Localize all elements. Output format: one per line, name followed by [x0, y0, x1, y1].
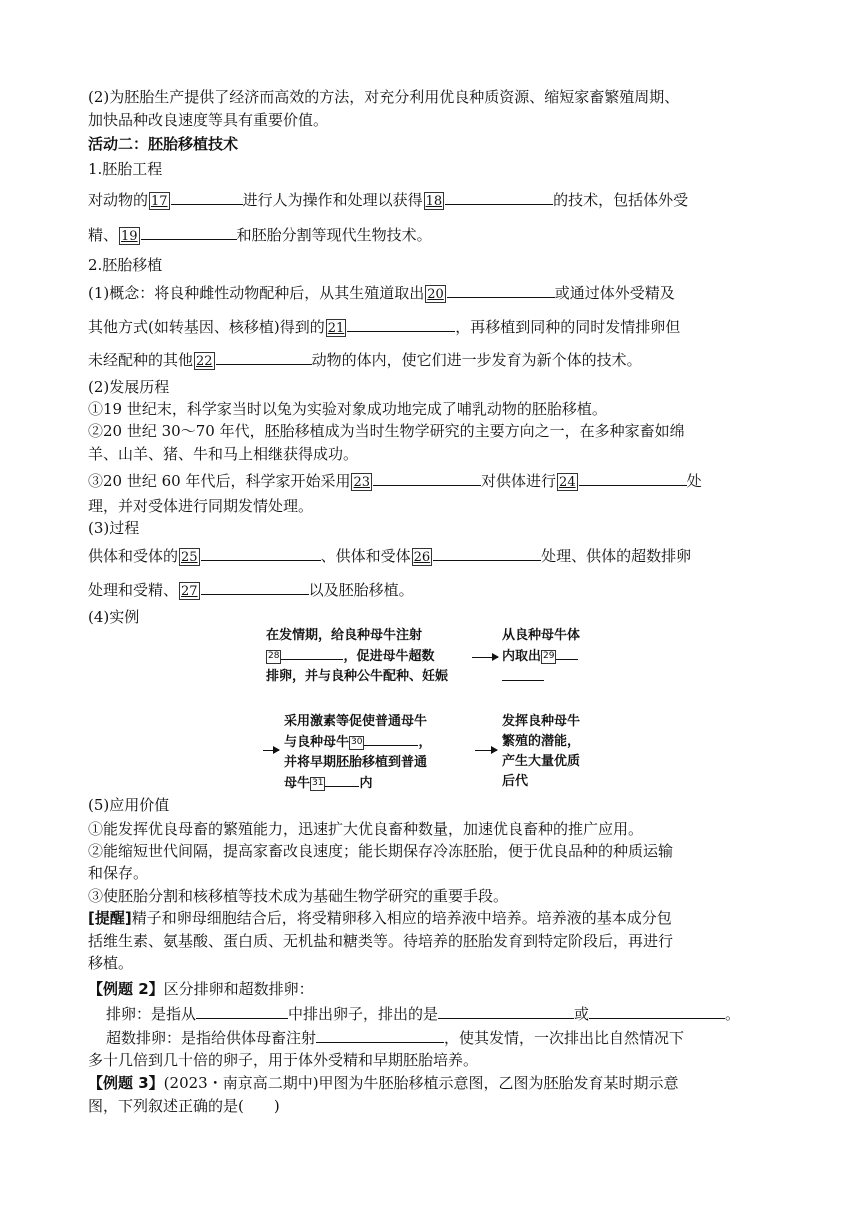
fill-blank[interactable]: [364, 732, 418, 746]
text-line: 图，下列叙述正确的是( ): [88, 1097, 280, 1115]
blank-number: 27: [181, 584, 198, 599]
flow-box-1: 在发情期，给良种母牛注射 28 ，促进母牛超数 排卵，并与良种公牛配种、妊娠: [266, 628, 449, 684]
flow-box-3: 采用激素等促使普通母牛 与良种母牛 30 ， 并将早期胚胎移植到普通 母牛 31 内: [284, 714, 432, 791]
fill-blank[interactable]: [216, 348, 312, 365]
subheading: 1.胚胎工程: [88, 160, 163, 178]
tip-tag: [提醒]: [88, 909, 132, 927]
blank-number: 26: [413, 550, 431, 565]
text-line: 和保存。: [88, 864, 149, 882]
fill-blank[interactable]: [579, 469, 687, 486]
arrow-icon: [263, 750, 279, 751]
text-line: 精、 19 和胚胎分割等现代生物技术。: [88, 223, 432, 246]
blank-number: 17: [151, 194, 168, 209]
fill-blank[interactable]: [201, 544, 321, 561]
text-line: 未经配种的其他 22 动物的体内，使它们进一步发育为新个体的技术。: [88, 348, 642, 371]
blank-number: 25: [181, 550, 198, 565]
fill-blank[interactable]: [281, 646, 343, 660]
blank-number: 28: [266, 650, 281, 664]
text-line: 其他方式(如转基因、核移植)得到的 21 ，再移植到同种的同时发情排卵但: [88, 315, 680, 338]
text-line: (2)为胚胎生产提供了经济而高效的方法，对充分利用优良种质资源、缩短家畜繁殖周期、: [88, 88, 680, 106]
blank-number: 18: [425, 194, 443, 209]
text-line: [提醒]精子和卵母细胞结合后，将受精卵移入相应的培养液中培养。培养液的基本成分包: [88, 909, 672, 927]
subheading: (4)实例: [88, 608, 140, 626]
fill-blank[interactable]: [502, 667, 544, 681]
example-tag: 【例题 2】: [88, 980, 164, 998]
text-line: 加快品种改良速度等具有重要价值。: [88, 111, 329, 129]
text-line: 对动物的 17 进行人为操作和处理以获得 18 的技术，包括体外受: [88, 188, 688, 211]
fill-blank[interactable]: [325, 773, 359, 787]
blank-number: 22: [196, 354, 213, 369]
fill-blank[interactable]: [196, 1002, 288, 1019]
arrow-icon: [472, 657, 498, 658]
subheading: 2.胚胎移植: [88, 256, 163, 274]
fill-blank[interactable]: [316, 1026, 444, 1043]
text-line: ②能缩短世代间隔，提高家畜改良速度；能长期保存冷冻胚胎，便于优良品种的种质运输: [88, 842, 674, 860]
fill-blank[interactable]: [433, 544, 541, 561]
subheading: (5)应用价值: [88, 796, 170, 814]
text-line: 【例题 3】(2023・南京高二期中)甲图为牛胚胎移植示意图，乙图为胚胎发育某时期示意: [88, 1074, 679, 1092]
blank-number: 19: [121, 229, 138, 244]
text-line: 多十几倍到几十倍的卵子，用于体外受精和早期胚胎培养。: [88, 1051, 479, 1069]
text-line: 移植。: [88, 954, 134, 972]
text-line: ①能发挥优良母畜的繁殖能力，迅速扩大优良畜种数量，加速优良畜种的推广应用。: [88, 820, 644, 838]
flow-box-2: 从良种母牛体 内取出 29: [502, 626, 580, 688]
blank-number: 21: [327, 321, 345, 336]
fill-blank[interactable]: [373, 469, 481, 486]
text-line: ③使胚胎分割和核移植等技术成为基础生物学研究的重要手段。: [88, 887, 509, 905]
blank-number: 23: [353, 475, 371, 490]
text-line: 处理和受精、 27 以及胚胎移植。: [88, 578, 414, 601]
subheading: (2)发展历程: [88, 378, 170, 396]
text-line: ③20 世纪 60 年代后，科学家开始采用 23 对供体进行 24 处: [88, 469, 702, 492]
arrow-icon: [475, 750, 497, 751]
blank-number: 30: [349, 736, 364, 750]
fill-blank[interactable]: [589, 1002, 725, 1019]
blank-number: 29: [541, 650, 556, 664]
text-line: 括维生素、氨基酸、蛋白质、无机盐和糖类等。待培养的胚胎发育到特定阶段后，再进行: [88, 932, 674, 950]
fill-blank[interactable]: [445, 188, 553, 205]
text-line: 【例题 2】区分排卵和超数排卵：: [88, 980, 314, 998]
text-line: ②20 世纪 30～70 年代，胚胎移植成为当时生物学研究的主要方向之一，在多种家畜如绵: [88, 422, 685, 440]
fill-blank[interactable]: [171, 188, 243, 205]
text-line: 超数排卵：是指给供体母畜注射 ，使其发情，一次排出比自然情况下: [106, 1026, 684, 1049]
fill-blank[interactable]: [347, 315, 455, 332]
text-line: 排卵：是指从 中排出卵子，排出的是 或 。: [106, 1002, 740, 1025]
blank-number: 24: [559, 475, 576, 490]
fill-blank[interactable]: [556, 646, 578, 660]
text-line: (1)概念：将良种雌性动物配种后，从其生殖道取出 20 或通过体外受精及: [88, 281, 675, 304]
example-tag: 【例题 3】: [88, 1074, 164, 1092]
text-line: ①19 世纪末，科学家当时以兔为实验对象成功地完成了哺乳动物的胚胎移植。: [88, 400, 607, 418]
flow-box-4: 发挥良种母牛 繁殖的潜能， 产生大量优质 后代: [502, 714, 581, 789]
blank-number: 20: [427, 287, 444, 302]
subheading: (3)过程: [88, 519, 140, 537]
section-title: 活动二：胚胎移植技术: [88, 135, 239, 153]
text-line: 理，并对受体进行同期发情处理。: [88, 497, 314, 515]
text-line: 羊、山羊、猪、牛和马上相继获得成功。: [88, 445, 359, 463]
fill-blank[interactable]: [201, 578, 309, 595]
fill-blank[interactable]: [141, 223, 237, 240]
fill-blank[interactable]: [447, 281, 555, 298]
text-line: 供体和受体的 25 、供体和受体 26 处理、供体的超数排卵: [88, 544, 691, 567]
fill-blank[interactable]: [438, 1002, 574, 1019]
blank-number: 31: [310, 777, 325, 791]
